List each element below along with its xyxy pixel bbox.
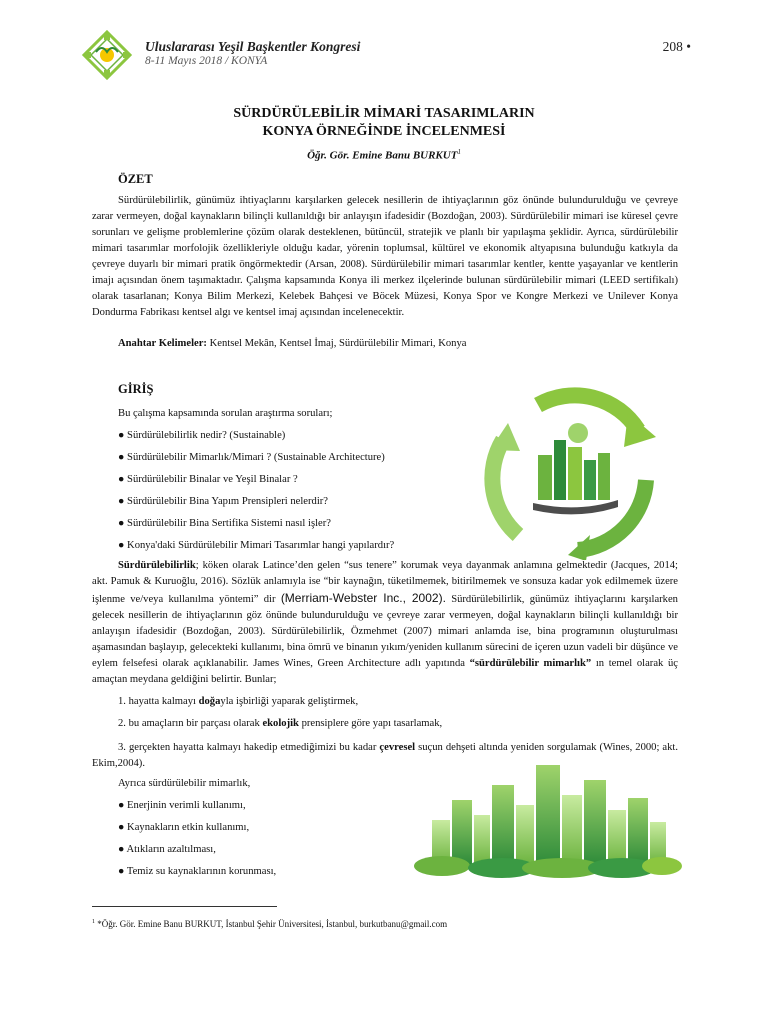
aim-text: 1. hayatta kalmayı bbox=[118, 696, 199, 707]
conference-title: Uluslararası Yeşil Başkentler Kongresi bbox=[145, 39, 361, 54]
aim-item bbox=[118, 718, 442, 729]
green-city-skyline-illustration bbox=[412, 760, 682, 880]
citation: (Merriam-Webster Inc., 2002). bbox=[280, 591, 446, 605]
footnote-mark: 1 bbox=[92, 919, 95, 925]
author-name: Öğr. Gör. Emine Banu BURKUT bbox=[307, 149, 458, 162]
quoted-term: “sürdürülebilir mimarlık” bbox=[469, 658, 592, 669]
paper-title-line-2: KONYA ÖRNEĞİNDE İNCELENMESİ bbox=[262, 124, 506, 139]
definition-text: ın temel olarak üç amaçtan meydana geldiğini belirtir. Bunlar; bbox=[92, 658, 678, 685]
aim-text: suçun dehşeti altında yeniden sorgulamak (Wines, 2000; akt. Ekim,2004). bbox=[92, 742, 678, 769]
page-number: 208 • bbox=[662, 39, 691, 54]
aim-text: yla işbirliği yaparak geliştirmek, bbox=[220, 696, 359, 707]
footnote-rule bbox=[92, 906, 277, 907]
question-item: ● Sürdürülebilir Mimarlık/Mimari ? (Sustainable Architecture) bbox=[118, 452, 385, 463]
definition-term: Sürdürülebilirlik bbox=[118, 560, 196, 571]
definition-text: Sürdürülebilirlik, günümüz ihtiyaçlarını karşılarken gelecek nesillerin de ihtiyaçlarının göz önünde bulundurulduğu ve çevreye zarar vermeyen, doğal kaynakların bilinçli kullanıldığı bir anlayışın ifadesidir (Bozdoğan, 2003). Sürdürülebilirlik, Özmehmet (2007) mimari anlamda ise, bina programının oluşturulması aşamasından başlayıp, gelecekteki kullanımı, bina ömrü ve binanın yıkım/yeniden kullanım sürecini de içeren uzun vadeli bir düşünce ve eylem felsefesi olarak açıklanabilir. James Wines, Green Architecture adlı yapıtında bbox=[92, 594, 678, 669]
author-footnote-mark: 1 bbox=[457, 148, 461, 156]
practice-item: ● Kaynakların etkin kullanımı, bbox=[118, 822, 250, 833]
keywords-list: Kentsel Mekân, Kentsel İmaj, Sürdürülebilir Mimari, Konya bbox=[206, 338, 467, 349]
question-item: ● Konya'daki Sürdürülebilir Mimari Tasarımlar hangi yapılardır? bbox=[118, 540, 395, 551]
practice-item: ● Temiz su kaynaklarının korunması, bbox=[118, 866, 277, 877]
question-item: ● Sürdürülebilirlik nedir? (Sustainable) bbox=[118, 430, 286, 441]
research-questions-lead: Bu çalışma kapsamında sorulan araştırma soruları; bbox=[118, 408, 333, 419]
keywords bbox=[118, 338, 466, 349]
paper-title-line-1: SÜRDÜRÜLEBİLİR MİMARİ TASARIMLARIN bbox=[233, 106, 535, 121]
congress-logo-icon bbox=[82, 30, 132, 80]
practice-item: ● Enerjinin verimli kullanımı, bbox=[118, 800, 246, 811]
keywords-label: Anahtar Kelimeler: bbox=[118, 338, 207, 349]
aim-text: 3. gerçekten hayatta kalmayı hakedip etmediğimizi bu kadar bbox=[118, 742, 380, 753]
abstract-heading: ÖZET bbox=[118, 172, 153, 186]
footnote-text: *Öğr. Gör. Emine Banu BURKUT, İstanbul Şehir Üniversitesi, İstanbul, burkutbanu@gmail.com bbox=[95, 919, 448, 929]
practices-lead: Ayrıca sürdürülebilir mimarlık, bbox=[118, 778, 251, 789]
question-item: ● Sürdürülebilir Bina Sertifika Sistemi nasıl işler? bbox=[118, 518, 331, 529]
definition-text: ; köken olarak Latince’den gelen “sus tenere” korumak veya dayanmak anlamına gelmektedir (Jacques, 2014; akt. Pamuk & Kuruoğlu, 2016). Sözlük anlamıyla ise “bir kaynağın, tüketilmemek, bitirilmemek ve sonsuza kadar yok edilmemek üzere işlenme ve/veya kullanılma yöntemi” dir bbox=[92, 560, 678, 605]
aim-emphasis: doğa bbox=[198, 696, 221, 707]
abstract-text: Sürdürülebilirlik, günümüz ihtiyaçlarını karşılarken gelecek nesillerin de ihtiyaçlarının göz önünde bulundurulduğu ve çevreye zarar vermeyen, doğal kaynakların bilinçli kullanıldığı bir anlayışın ifadesidir (Bozdoğan, 2003). Sürdürülebilir mimari ise küresel çevre sorunları ve gelişme problemlerine çözüm olarak desteklenen, bütüncül, stratejik ve planlı bir yapılaşma şeklidir. Ayrıca, sürdürülebilir mimari tasarımlar morfolojik özellikleriyle olduğu kadar, yörenin toplumsal, kültürel ve ekonomik altyapısına bulunduğu katkıyla da çevreye duyarlı bir mimari pratik öngörmektedir (Arsan, 2008). Sürdürülebilir mimari tasarımlar kentler, kentte yaşayanlar ve kentlerin imajı açısından önem taşımaktadır. Çalışma kapsamında Konya ili merkez ilçelerinde bulunan sürdürülebilir mimari (LEED sertifikalı) olarak tasarlanan; Konya Bilim Merkezi, Kelebek Bahçesi ve Böcek Müzesi, Konya Spor ve Kongre Merkezi ve Unilever Konya Dondurma Fabrikası kentsel algı ve kentsel imaj açısından incelenecektir. bbox=[92, 195, 678, 318]
practice-item: ● Atıkların azaltılması, bbox=[118, 844, 216, 855]
aim-emphasis: ekolojik bbox=[262, 718, 299, 729]
footnote bbox=[92, 919, 447, 929]
aim-text: 2. bu amaçların bir parçası olarak bbox=[118, 718, 263, 729]
aim-emphasis: çevresel bbox=[379, 742, 416, 753]
sustainable-city-recycle-illustration bbox=[478, 385, 668, 560]
question-item: ● Sürdürülebilir Binalar ve Yeşil Binalar ? bbox=[118, 474, 298, 485]
aim-item bbox=[118, 696, 358, 707]
conference-dates: 8-11 Mayıs 2018 / KONYA bbox=[145, 55, 268, 67]
author bbox=[0, 148, 768, 162]
intro-heading: GİRİŞ bbox=[118, 382, 154, 396]
aim-text: prensiplere göre yapı tasarlamak, bbox=[298, 718, 443, 729]
question-item: ● Sürdürülebilir Bina Yapım Prensipleri nelerdir? bbox=[118, 496, 329, 507]
definition-paragraph bbox=[92, 558, 678, 688]
